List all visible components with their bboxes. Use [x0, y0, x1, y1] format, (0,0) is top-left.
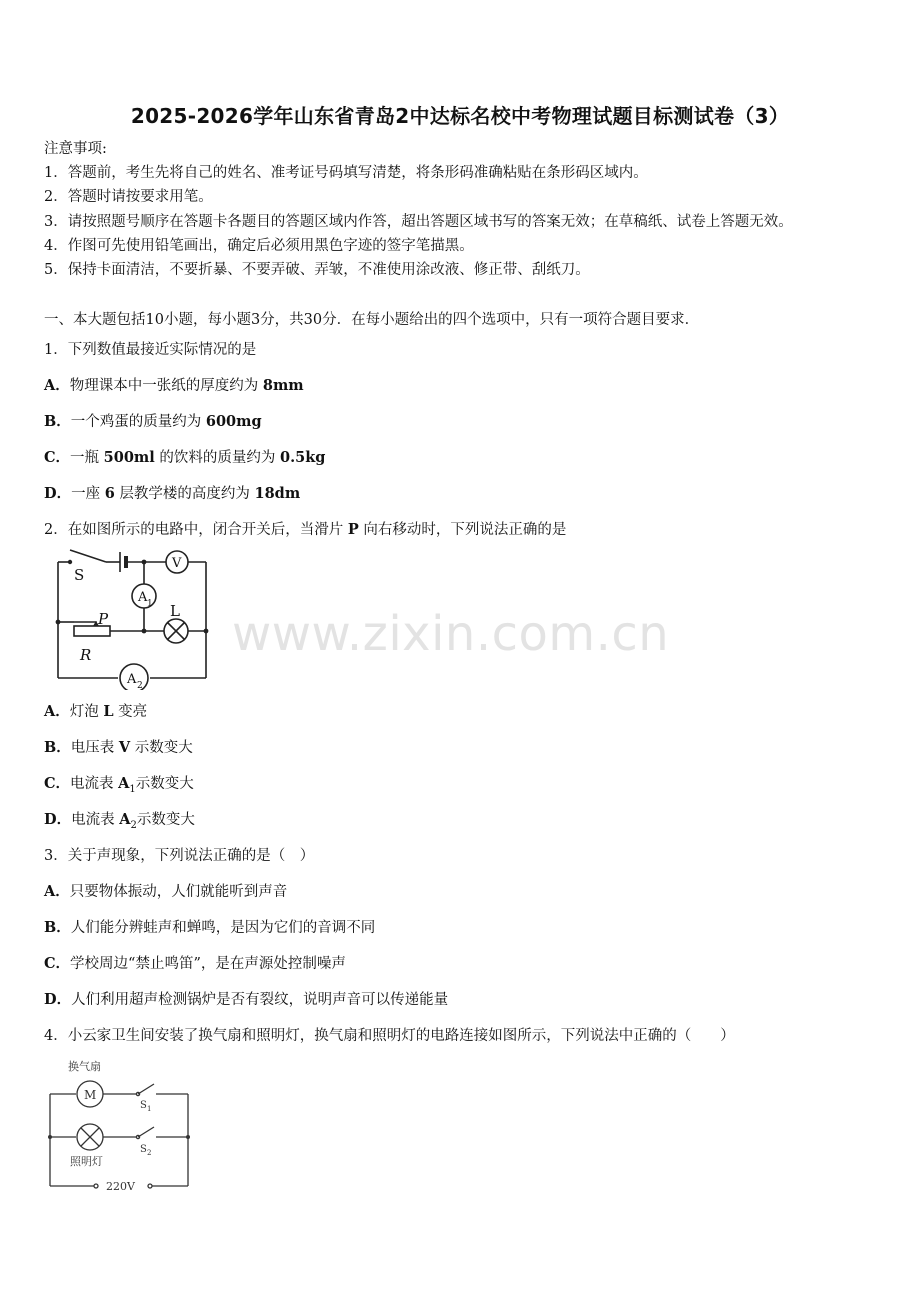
option-text: 一座	[71, 486, 105, 502]
option-value: A	[118, 775, 130, 792]
q1-option-c	[44, 446, 325, 467]
option-text: 一个鸡蛋的质量约为	[70, 414, 206, 430]
label-voltmeter-v: V	[172, 556, 182, 571]
label-voltage: 220V	[106, 1180, 135, 1193]
switch-blade	[70, 550, 106, 562]
option-text: 灯泡	[69, 704, 104, 720]
option-value: 600mg	[205, 413, 262, 430]
label-fan: 换气扇	[68, 1060, 101, 1073]
q1-option-b	[44, 410, 262, 431]
option-text: 变亮	[113, 704, 148, 720]
option-text: 示数变大	[130, 740, 193, 756]
option-text: 示数变大	[136, 812, 195, 828]
label-switch-s2-sub: 2	[147, 1149, 152, 1157]
label-ammeter-a2-sub: 2	[137, 681, 143, 690]
q3-option-c	[44, 952, 346, 973]
label-ammeter-a1-sub: 1	[147, 599, 153, 609]
q3-option-b	[44, 916, 375, 937]
note-item: 3．请按照题号顺序在答题卡各题目的答题区域内作答，超出答题区域书写的答案无效；在草稿纸、试卷上答题无效。	[44, 213, 793, 230]
switch-s1-blade	[138, 1084, 154, 1094]
option-value: L	[103, 703, 114, 720]
option-text: 一瓶	[70, 450, 104, 466]
option-letter: B．	[44, 739, 71, 756]
option-text: 示数变大	[135, 776, 194, 792]
section-heading: 一、本大题包括10小题，每小题3分，共30分．在每小题给出的四个选项中，只有一项符合题目要求．	[44, 312, 700, 328]
q3-option-a	[44, 880, 287, 901]
label-lamp: 照明灯	[70, 1155, 103, 1168]
option-subscript: 2	[130, 819, 137, 831]
label-lamp-l: L	[170, 602, 180, 620]
circuit-diagram-q4	[44, 1052, 204, 1198]
notes-heading: 注意事项:	[44, 141, 107, 157]
option-text: 物理课本中一张纸的厚度约为	[69, 378, 263, 394]
stem-symbol: P	[347, 521, 359, 538]
question-3-stem: 3．关于声现象，下列说法正确的是（ ）	[44, 848, 315, 864]
option-value: 0.5kg	[280, 449, 326, 466]
q3-option-d	[44, 988, 448, 1009]
q1-option-d	[44, 482, 300, 503]
note-item: 4．作图可先使用铅笔画出，确定后必须用黑色字迹的签字笔描黑。	[44, 237, 474, 254]
label-slider-p: P	[98, 610, 109, 628]
switch-s2-blade	[138, 1127, 154, 1137]
q1-option-a	[44, 374, 304, 395]
label-rheostat-r: R	[80, 646, 92, 664]
option-text: 电流表	[71, 812, 120, 828]
option-text: 的饮料的质量约为	[154, 450, 280, 466]
option-value: A	[119, 811, 131, 828]
option-text: 电流表	[70, 776, 119, 792]
option-letter: C．	[44, 775, 71, 792]
label-switch-s: S	[74, 566, 85, 584]
stem-text: 向右移动时，下列说法正确的是	[358, 522, 567, 538]
option-value: 500ml	[103, 449, 155, 466]
note-item: 1．答题前，考生先将自己的姓名、准考证号码填写清楚，将条形码准确粘贴在条形码区域内。	[44, 165, 648, 182]
label-motor-m: M	[84, 1088, 97, 1102]
option-value: 18dm	[254, 485, 301, 502]
q2-option-d	[44, 808, 195, 831]
option-letter: C．	[44, 449, 71, 466]
page-title: 2025-2026学年山东省青岛2中达标名校中考物理试题目标测试卷（3）	[130, 104, 790, 128]
option-letter: A．	[44, 377, 70, 394]
option-text: 人们利用超声检测锅炉是否有裂纹，说明声音可以传递能量	[71, 992, 449, 1008]
option-letter: A．	[44, 703, 70, 720]
label-ammeter-a1: A	[138, 590, 148, 605]
option-text: 学校周边“禁止鸣笛”，是在声源处控制噪声	[70, 956, 346, 972]
stem-text: 2．在如图所示的电路中，闭合开关后，当滑片	[44, 522, 348, 538]
label-switch-s2: S	[140, 1144, 147, 1155]
option-letter: A．	[44, 883, 70, 900]
q2-option-a	[44, 700, 147, 721]
option-letter: D．	[44, 991, 72, 1008]
option-letter: B．	[44, 919, 71, 936]
option-text: 只要物体振动，人们就能听到声音	[69, 884, 288, 900]
q2-option-c	[44, 772, 194, 795]
option-text: 人们能分辨蛙声和蝉鸣，是因为它们的音调不同	[70, 920, 376, 936]
option-letter: C．	[44, 955, 71, 972]
option-text: 电压表	[70, 740, 119, 756]
option-text: 层教学楼的高度约为	[114, 486, 255, 502]
option-value: V	[118, 739, 131, 756]
option-letter: B．	[44, 413, 71, 430]
terminal	[94, 1184, 98, 1188]
notes-section	[44, 137, 793, 282]
terminal	[148, 1184, 152, 1188]
question-1-stem: 1．下列数值最接近实际情况的是	[44, 342, 257, 358]
note-item: 2．答题时请按要求用笔。	[44, 189, 213, 206]
watermark: www.zixin.com.cn	[232, 606, 670, 662]
circuit-diagram-q2	[46, 540, 216, 690]
option-letter: D．	[44, 811, 72, 828]
label-ammeter-a2: A	[127, 672, 137, 687]
option-value: 8mm	[262, 377, 304, 394]
label-switch-s1: S	[140, 1100, 147, 1111]
option-letter: D．	[44, 485, 72, 502]
option-subscript: 1	[129, 783, 136, 795]
question-4-stem: 4．小云家卫生间安装了换气扇和照明灯，换气扇和照明灯的电路连接如图所示，下列说法中正确的（ ）	[44, 1028, 735, 1044]
option-value: 6	[104, 485, 115, 502]
label-switch-s1-sub: 1	[147, 1105, 152, 1113]
question-2-stem	[44, 518, 566, 539]
note-item: 5．保持卡面清洁，不要折暴、不要弄破、弄皱，不准使用涂改液、修正带、刮纸刀。	[44, 262, 590, 279]
q2-option-b	[44, 736, 193, 757]
